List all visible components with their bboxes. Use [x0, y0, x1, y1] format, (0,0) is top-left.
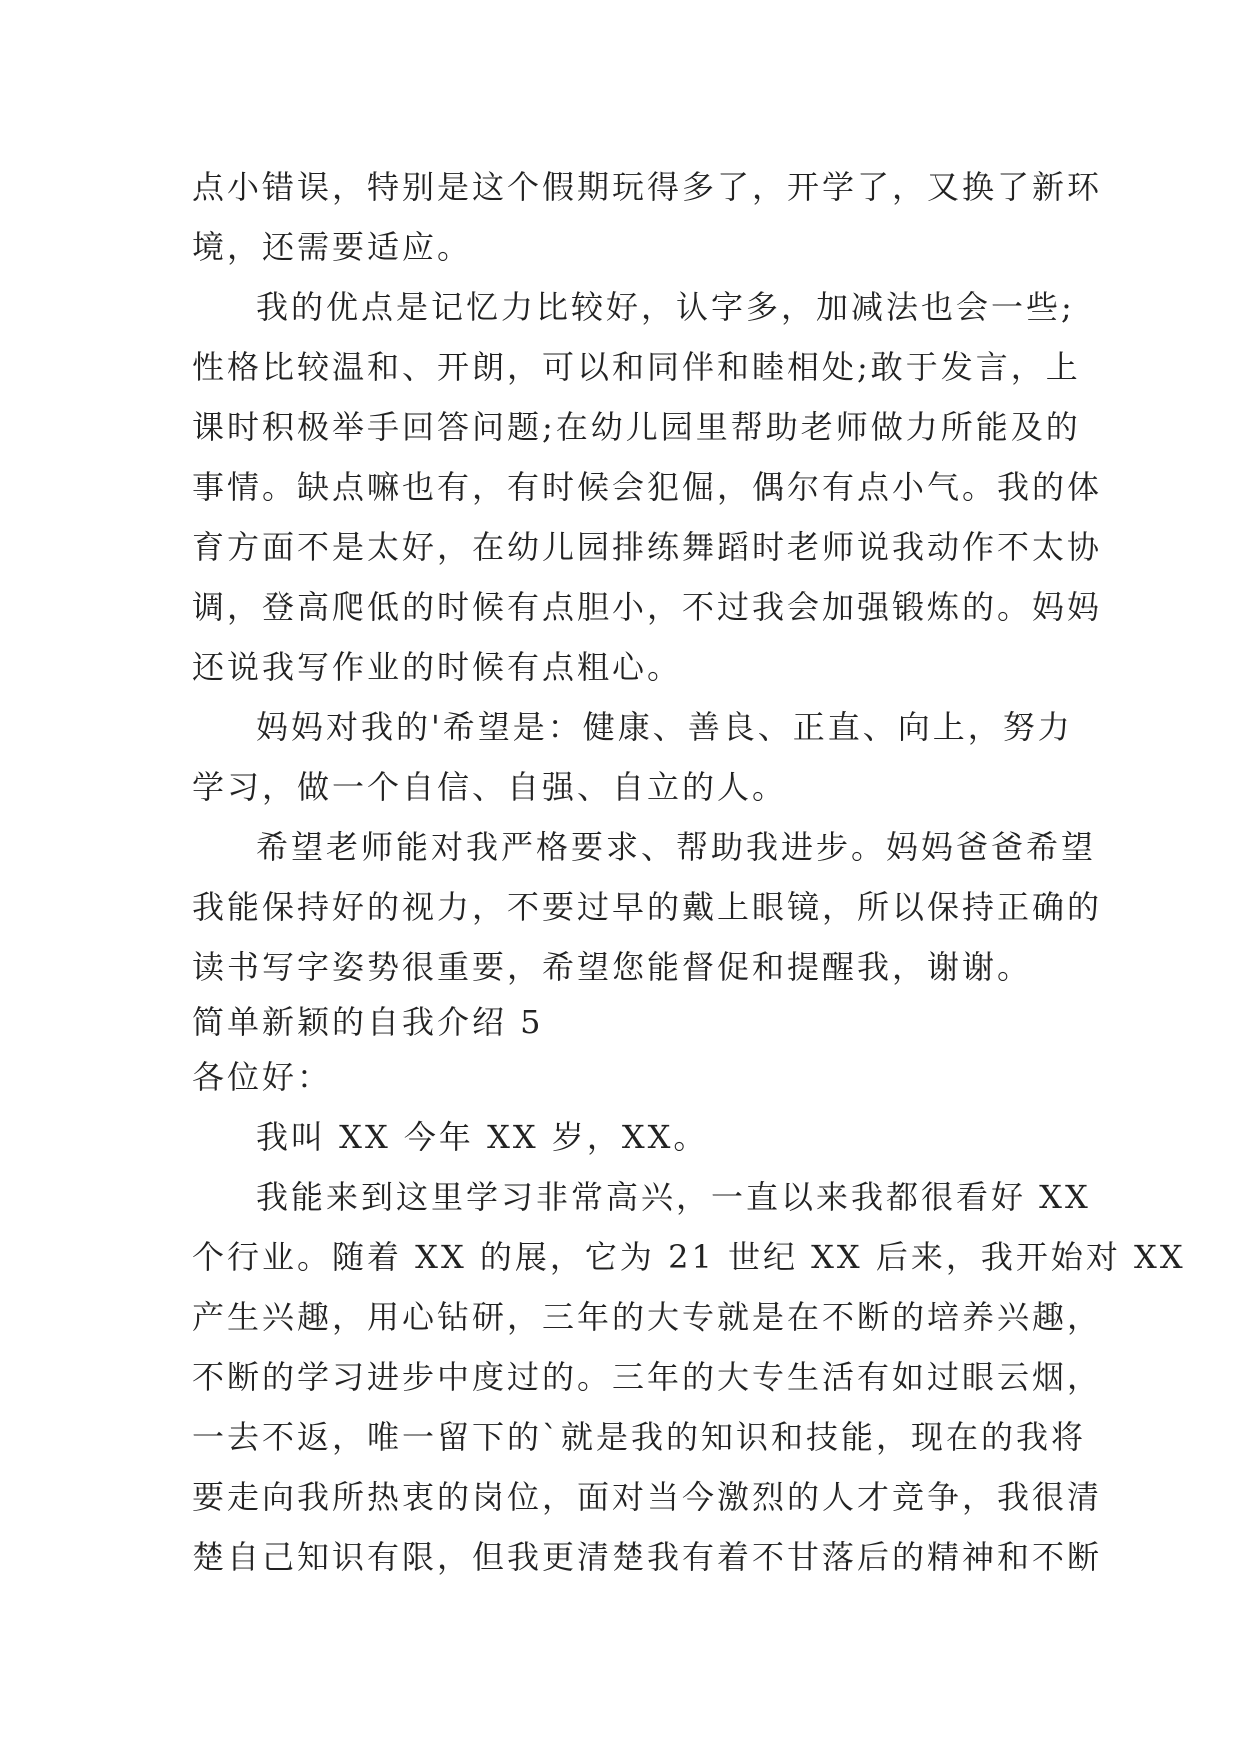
body-text-line: 学习，做一个自信、自强、自立的人。 [192, 768, 788, 806]
body-text-line: 事情。缺点嘛也有，有时候会犯倔，偶尔有点小气。我的体 [192, 468, 1103, 506]
paragraph-first-line: 希望老师能对我严格要求、帮助我进步。妈妈爸爸希望 [256, 828, 1097, 866]
body-text-line: 点小错误，特别是这个假期玩得多了，开学了，又换了新环 [192, 168, 1103, 206]
body-text-line: 调，登高爬低的时候有点胆小，不过我会加强锻炼的。妈妈 [192, 588, 1103, 626]
paragraph-first-line: 我叫 XX 今年 XX 岁，XX。 [256, 1118, 709, 1156]
body-text-line: 读书写字姿势很重要，希望您能督促和提醒我，谢谢。 [192, 948, 1033, 986]
body-text-line: 产生兴趣，用心钻研，三年的大专就是在不断的培养兴趣， [192, 1298, 1103, 1336]
body-text-line: 我能保持好的视力，不要过早的戴上眼镜，所以保持正确的 [192, 888, 1103, 926]
body-text-line: 育方面不是太好，在幼儿园排练舞蹈时老师说我动作不太协 [192, 528, 1103, 566]
body-text-line: 境，还需要适应。 [192, 228, 473, 266]
body-text-line: 性格比较温和、开朗，可以和同伴和睦相处;敢于发言，上 [192, 348, 1081, 386]
body-text-line: 课时积极举手回答问题;在幼儿园里帮助老师做力所能及的 [192, 408, 1081, 446]
body-text-line: 一去不返，唯一留下的`就是我的知识和技能，现在的我将 [192, 1418, 1087, 1456]
body-text-line: 不断的学习进步中度过的。三年的大专生活有如过眼云烟， [192, 1358, 1103, 1396]
paragraph-first-line: 我能来到这里学习非常高兴，一直以来我都很看好 XX [256, 1178, 1091, 1216]
paragraph-first-line: 我的优点是记忆力比较好，认字多，加减法也会一些; [256, 288, 1075, 326]
body-text-line: 要走向我所热衷的岗位，面对当今激烈的人才竞争，我很清 [192, 1478, 1103, 1516]
document-page [192, 0, 1186, 1754]
greeting-line: 各位好： [192, 1058, 333, 1096]
body-text-line: 楚自己知识有限，但我更清楚我有着不甘落后的精神和不断 [192, 1538, 1103, 1576]
body-text-line: 个行业。随着 XX 的展，它为 21 世纪 XX 后来，我开始对 XX [192, 1238, 1186, 1276]
body-text-line: 还说我写作业的时候有点粗心。 [192, 648, 683, 686]
section-heading: 简单新颖的自我介绍 5 [192, 1003, 544, 1041]
paragraph-first-line: 妈妈对我的'希望是：健康、善良、正直、向上，努力 [256, 708, 1073, 746]
